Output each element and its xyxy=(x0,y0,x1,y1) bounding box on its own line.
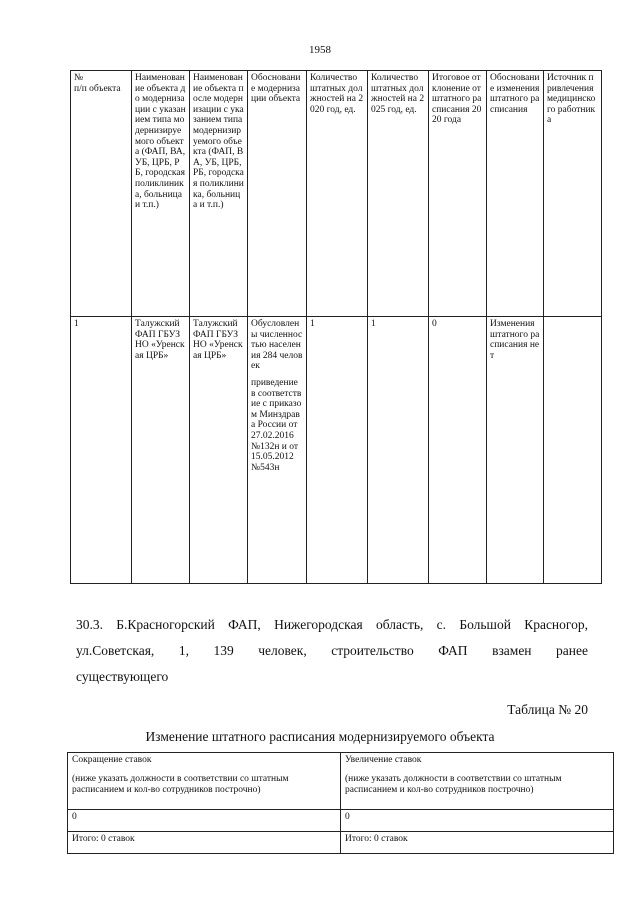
cell-deviation: 0 xyxy=(429,317,487,584)
reduction-header-cell xyxy=(68,753,341,810)
section-paragraph xyxy=(76,612,588,690)
cell-staff-2025: 1 xyxy=(368,317,429,584)
increase-total: Итого: 0 ставок xyxy=(341,832,614,854)
header-object-number: № п/п объекта xyxy=(71,71,132,317)
staff-header-row xyxy=(68,753,614,810)
header-deviation: Итоговое отклонение от штатного расписания 2020 года xyxy=(429,71,487,317)
cell-name-after: Талужский ФАП ГБУЗ НО «Уренская ЦРБ» xyxy=(190,317,248,584)
header-name-after: Наименование объекта после модернизации с указанием типа модернизируемого объекта (ФАП, ВА, УБ, ЦРБ, РБ, городская поликлиника, больница и т.п.) xyxy=(190,71,248,317)
justification-population: Обусловлены численностью населения 284 человек xyxy=(251,319,303,372)
reduction-header: Сокращение ставок xyxy=(72,755,152,765)
header-change-reason: Обоснование изменения штатного расписания xyxy=(487,71,544,317)
increase-note: (ниже указать должности в соответствии со штатным расписанием и кол-во сотрудников построчно) xyxy=(345,774,562,795)
paragraph-line-3: существующего xyxy=(76,669,169,684)
header-name-before: Наименование объекта до модернизации с указанием типа модернизируемого объекта (ФАП, ВА, УБ, ЦРБ, РБ, городская поликлиника, больница и т.п.) xyxy=(132,71,190,317)
reduction-value: 0 xyxy=(68,810,341,832)
cell-justification xyxy=(248,317,307,584)
increase-header-cell xyxy=(341,753,614,810)
page-number: 1958 xyxy=(309,44,331,56)
reduction-total: Итого: 0 ставок xyxy=(68,832,341,854)
cell-object-number: 1 xyxy=(71,317,132,584)
header-justification: Обоснование модернизации объекта xyxy=(248,71,307,317)
cell-change-reason: Изменения штатного расписания нет xyxy=(487,317,544,584)
table-row xyxy=(68,810,614,832)
cell-staff-2020: 1 xyxy=(307,317,368,584)
table-row xyxy=(68,832,614,854)
modernization-table xyxy=(70,70,602,584)
table-label: Таблица № 20 xyxy=(507,702,588,717)
staff-change-table xyxy=(67,752,614,854)
header-source: Источник привлечения медицинского работника xyxy=(544,71,602,317)
paragraph-line-1: 30.3. Б.Красногорский ФАП, Нижегородская область, с. Большой Красногор, xyxy=(76,617,588,632)
header-staff-2025: Количество штатных должностей на 2025 год, ед. xyxy=(368,71,429,317)
table-title: Изменение штатного расписания модернизируемого объекта xyxy=(145,729,495,744)
table-row xyxy=(71,317,602,584)
increase-value: 0 xyxy=(341,810,614,832)
header-staff-2020: Количество штатных должностей на 2020 год, ед. xyxy=(307,71,368,317)
cell-name-before: Талужский ФАП ГБУЗ НО «Уренская ЦРБ» xyxy=(132,317,190,584)
cell-source xyxy=(544,317,602,584)
reduction-note: (ниже указать должности в соответствии со штатным расписанием и кол-во сотрудников построчно) xyxy=(72,774,289,795)
justification-order: приведение в соответствие с приказом Минздрава России от 27.02.2016 №132н и от 15.05.2012 №543н xyxy=(251,377,302,473)
paragraph-line-2: ул.Советская, 1, 139 человек, строительство ФАП взамен ранее xyxy=(76,643,588,658)
table-header-row xyxy=(71,71,602,317)
increase-header: Увеличение ставок xyxy=(345,755,422,765)
